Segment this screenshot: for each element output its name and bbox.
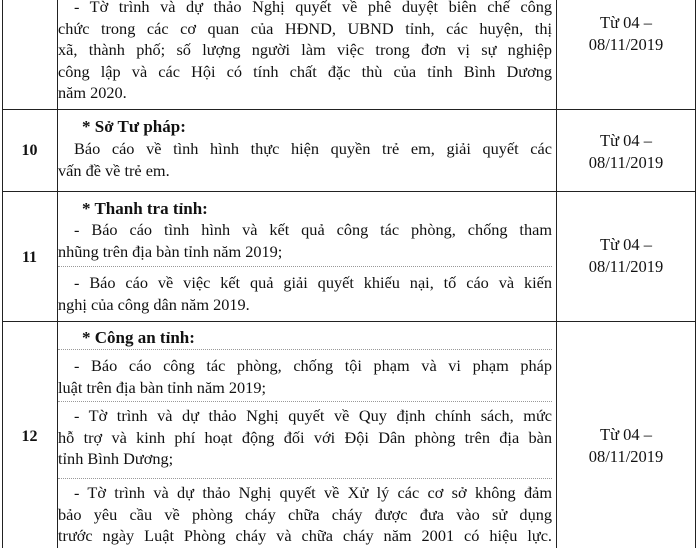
row-date: Từ 04 – 08/11/2019 [588,13,664,54]
row-heading: * Sở Tư pháp: [82,117,186,136]
table-border-left [2,0,3,548]
row-number: 12 [21,428,38,445]
paragraph-separator [58,478,552,479]
row-number: 10 [21,142,38,159]
row-number: 11 [21,249,38,266]
paragraph-separator [58,266,552,267]
row-heading: * Công an tỉnh: [82,328,195,347]
row-heading: * Thanh tra tỉnh: [82,199,208,218]
row-paragraph: - Báo cáo tình hình và kết quả công tác phòng, chống tham nhũng trên địa bàn tỉnh năm 2019; [58,220,552,261]
row-paragraph: - Tờ trình và dự thảo Nghị quyết về Xử lý các cơ sở không đảm bảo yêu cầu về phòng cháy chữa cháy được đưa vào sử dụng trước ngày Luật Phòng cháy và chữa cháy năm 2001 có hiệu lực. [58,483,552,545]
row-paragraph: - Tờ trình và dự thảo Nghị quyết về phê duyệt biên chế công chức trong các cơ quan của HĐND, UBND tỉnh, các huyện, thị xã, thành phố; số lượng người làm việc trong đơn vị sự nghiệp công lập và các Hội có tính chất đặc thù của tỉnh Bình Dương năm 2020. [58,0,552,102]
paragraph-separator [58,401,552,402]
row-divider [2,191,696,192]
row-divider [2,109,696,110]
paragraph-separator [58,349,552,350]
row-paragraph: - Tờ trình và dự thảo Nghị quyết về Quy định chính sách, mức hỗ trợ và kinh phí hoạt động đối với Đội Dân phòng trên địa bàn tỉnh Bình Dương; [58,406,552,468]
row-paragraph: - Báo cáo về việc kết quả giải quyết khiếu nại, tố cáo và kiến nghị của công dân năm 2019. [58,273,552,314]
row-date: Từ 04 – 08/11/2019 [588,235,664,276]
row-divider [2,321,696,322]
row-paragraph: Báo cáo về tình hình thực hiện quyền trẻ em, giải quyết các vấn đề về trẻ em. [58,139,552,180]
row-paragraph: - Báo cáo công tác phòng, chống tội phạm và vi phạm pháp luật trên địa bàn tỉnh năm 2019; [58,356,552,397]
row-date: Từ 04 – 08/11/2019 [588,131,664,172]
row-date: Từ 04 – 08/11/2019 [588,425,664,466]
